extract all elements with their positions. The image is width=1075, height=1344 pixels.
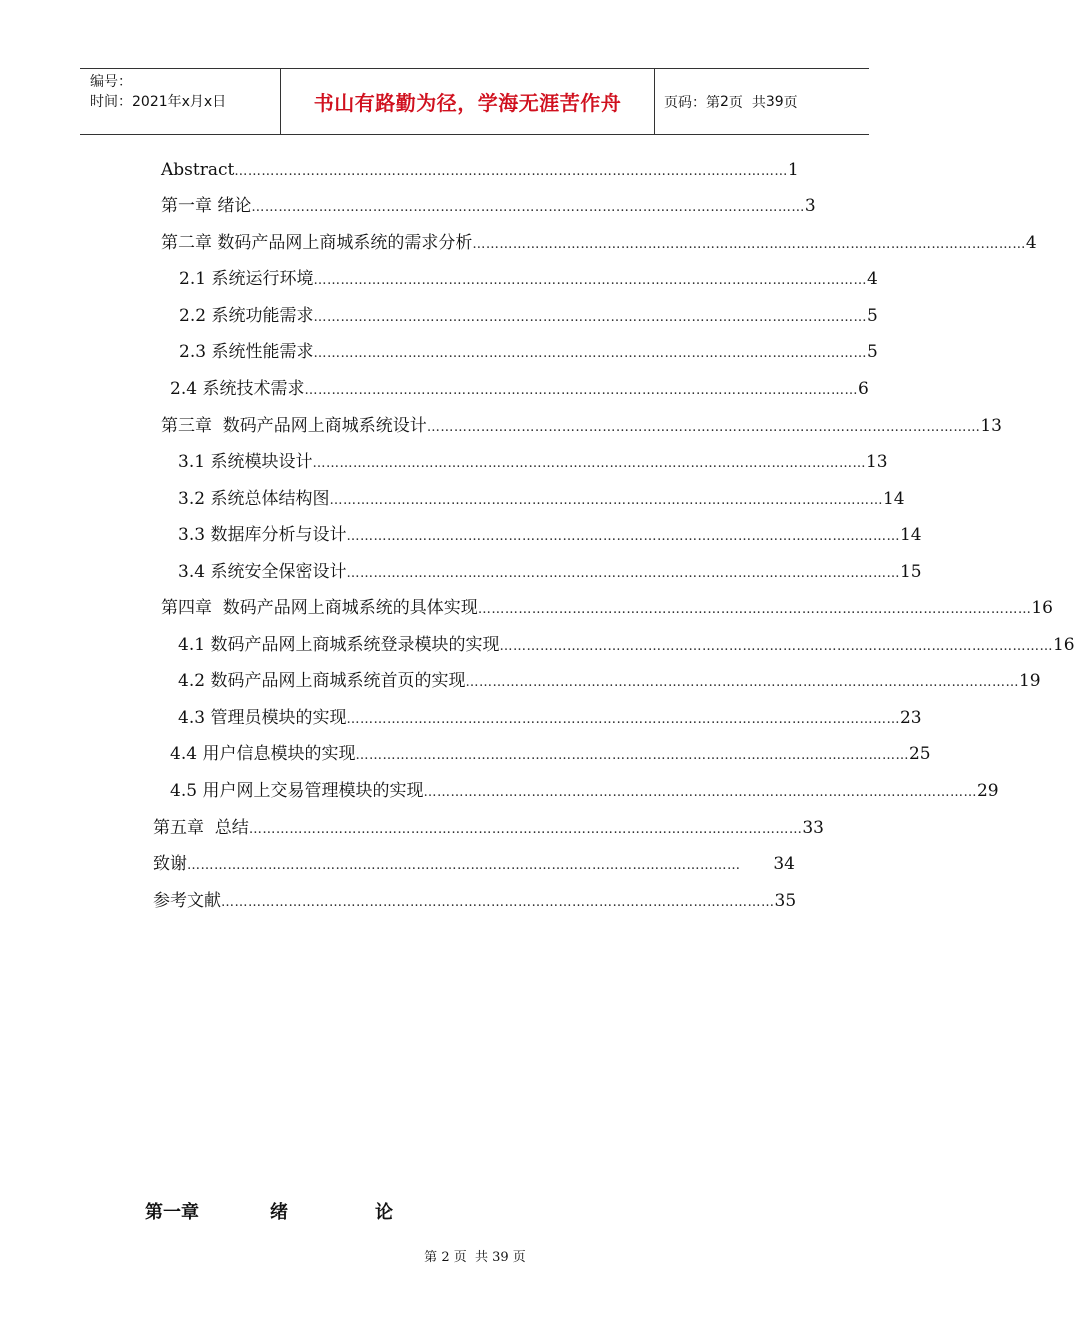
toc-leader: …………………………………………………………………………………………………………… <box>187 858 741 873</box>
toc-label: 第一章 绪论 <box>161 196 252 216</box>
footer-total: 39 <box>492 1250 509 1265</box>
toc-page: 16 <box>1031 598 1053 618</box>
toc-label: 3.4 系统安全保密设计 <box>178 562 347 582</box>
toc-leader: …………………………………………………………………………………………………………… <box>248 822 803 837</box>
toc-label: 4.2 数码产品网上商城系统首页的实现 <box>178 671 466 691</box>
toc-page: 25 <box>908 744 931 764</box>
toc-page: 5 <box>866 342 878 362</box>
header-motto: 书山有路勤为径，学海无涯苦作舟 <box>281 69 655 134</box>
toc-leader: …………………………………………………………………………………………………………… <box>426 420 981 435</box>
toc-page: 4 <box>1025 233 1037 253</box>
toc-leader: …………………………………………………………………………………………………………… <box>465 675 1019 690</box>
toc-leader: …………………………………………………………………………………………………………… <box>313 310 867 325</box>
page-num: 2 <box>720 93 729 110</box>
header-meta <box>80 69 281 134</box>
toc-leader: …………………………………………………………………………………………………………… <box>329 493 883 508</box>
toc-entry[interactable] <box>161 590 1053 626</box>
toc-label: 2.3 系统性能需求 <box>179 342 314 362</box>
page-prefix: 页码：第 <box>664 94 720 111</box>
toc-label: 3.3 数据库分析与设计 <box>178 525 347 545</box>
toc-leader: …………………………………………………………………………………………………………… <box>346 712 900 727</box>
toc-entry[interactable] <box>153 883 795 919</box>
toc-page: 6 <box>857 379 869 399</box>
toc-page: 13 <box>865 452 888 472</box>
toc-entry[interactable] <box>178 554 922 590</box>
toc-label: Abstract <box>161 160 235 180</box>
footer-prefix: 第 <box>424 1250 442 1265</box>
toc-entry[interactable] <box>178 663 1041 699</box>
toc-label: 3.1 系统模块设计 <box>178 452 313 472</box>
toc-page: 23 <box>899 708 922 728</box>
toc-entry[interactable] <box>170 736 931 772</box>
chapter-heading <box>145 1198 393 1224</box>
toc-leader: …………………………………………………………………………………………………………… <box>477 602 1032 617</box>
toc-leader: …………………………………………………………………………………………………………… <box>355 748 909 763</box>
toc-page: 14 <box>882 489 905 509</box>
toc-label: 4.5 用户网上交易管理模块的实现 <box>170 781 424 801</box>
toc-label: 3.2 系统总体结构图 <box>178 489 330 509</box>
header-page-info <box>655 69 869 134</box>
page-suffix: 页 <box>783 94 798 111</box>
chapter-title-char-1: 绪 <box>270 1202 288 1223</box>
toc-entry[interactable] <box>178 627 1075 663</box>
toc-label: 第三章 数码产品网上商城系统设计 <box>161 416 427 436</box>
footer-page: 2 <box>441 1250 450 1265</box>
toc-entry[interactable] <box>170 773 999 809</box>
toc-entry[interactable] <box>179 298 878 334</box>
toc-label: 参考文献 <box>153 891 221 911</box>
toc-page: 34 <box>773 854 795 874</box>
toc-page: 1 <box>787 160 799 180</box>
toc-leader: …………………………………………………………………………………………………………… <box>313 346 867 361</box>
footer-suffix: 页 <box>508 1250 526 1265</box>
toc-leader: …………………………………………………………………………………………………………… <box>346 529 900 544</box>
toc-leader: …………………………………………………………………………………………………………… <box>251 200 805 215</box>
page-mid: 页 共 <box>728 94 766 111</box>
code-label: 编号： <box>90 74 132 90</box>
chapter-number: 第一章 <box>145 1202 199 1223</box>
toc-entry[interactable] <box>153 810 824 846</box>
toc-page: 35 <box>774 891 797 911</box>
toc-entry[interactable] <box>178 444 888 480</box>
toc-label: 2.1 系统运行环境 <box>179 269 314 289</box>
toc-page: 15 <box>899 562 922 582</box>
toc-leader: …………………………………………………………………………………………………………… <box>499 639 1053 654</box>
page-total: 39 <box>765 93 784 110</box>
toc-entry[interactable] <box>179 261 878 297</box>
toc-leader: …………………………………………………………………………………………………………… <box>221 895 775 910</box>
toc-label: 2.2 系统功能需求 <box>179 306 314 326</box>
toc-page: 14 <box>899 525 922 545</box>
toc-label: 第四章 数码产品网上商城系统的具体实现 <box>161 598 478 618</box>
toc-entry[interactable] <box>153 846 795 882</box>
page-header <box>80 68 869 135</box>
toc-leader: …………………………………………………………………………………………………………… <box>312 456 866 471</box>
page-footer <box>0 1246 950 1265</box>
toc-page: 29 <box>976 781 999 801</box>
toc-page: 3 <box>804 196 816 216</box>
toc-page: 13 <box>980 416 1002 436</box>
toc-entry[interactable] <box>178 481 905 517</box>
toc-page: 5 <box>866 306 878 326</box>
toc-leader: …………………………………………………………………………………………………………… <box>346 566 900 581</box>
toc-leader: …………………………………………………………………………………………………………… <box>304 383 858 398</box>
toc-entry[interactable] <box>161 152 799 188</box>
toc-entry[interactable] <box>178 517 922 553</box>
toc-entry[interactable] <box>178 700 922 736</box>
toc-leader: …………………………………………………………………………………………………………… <box>472 237 1026 252</box>
toc-leader: …………………………………………………………………………………………………………… <box>423 785 977 800</box>
toc-label: 致谢 <box>153 854 187 874</box>
toc-label: 2.4 系统技术需求 <box>170 379 305 399</box>
toc-label: 4.4 用户信息模块的实现 <box>170 744 356 764</box>
toc-page: 4 <box>866 269 878 289</box>
chapter-title-char-2: 论 <box>375 1202 393 1223</box>
toc-entry[interactable] <box>179 334 878 370</box>
footer-mid: 页 共 <box>449 1250 493 1265</box>
toc-entry[interactable] <box>161 408 1002 444</box>
toc-page: 19 <box>1018 671 1041 691</box>
time-label: 时间：2021年x月x日 <box>90 94 227 110</box>
toc-entry[interactable] <box>161 188 816 224</box>
toc-label: 第二章 数码产品网上商城系统的需求分析 <box>161 233 473 253</box>
toc-label: 第五章 总结 <box>153 818 249 838</box>
toc-label: 4.1 数码产品网上商城系统登录模块的实现 <box>178 635 500 655</box>
toc-label: 4.3 管理员模块的实现 <box>178 708 347 728</box>
toc-entry[interactable] <box>161 225 1037 261</box>
toc-leader: …………………………………………………………………………………………………………… <box>234 164 788 179</box>
toc-entry[interactable] <box>170 371 869 407</box>
toc-page: 16 <box>1052 635 1075 655</box>
toc-page: 33 <box>802 818 824 838</box>
toc-leader: …………………………………………………………………………………………………………… <box>313 273 867 288</box>
